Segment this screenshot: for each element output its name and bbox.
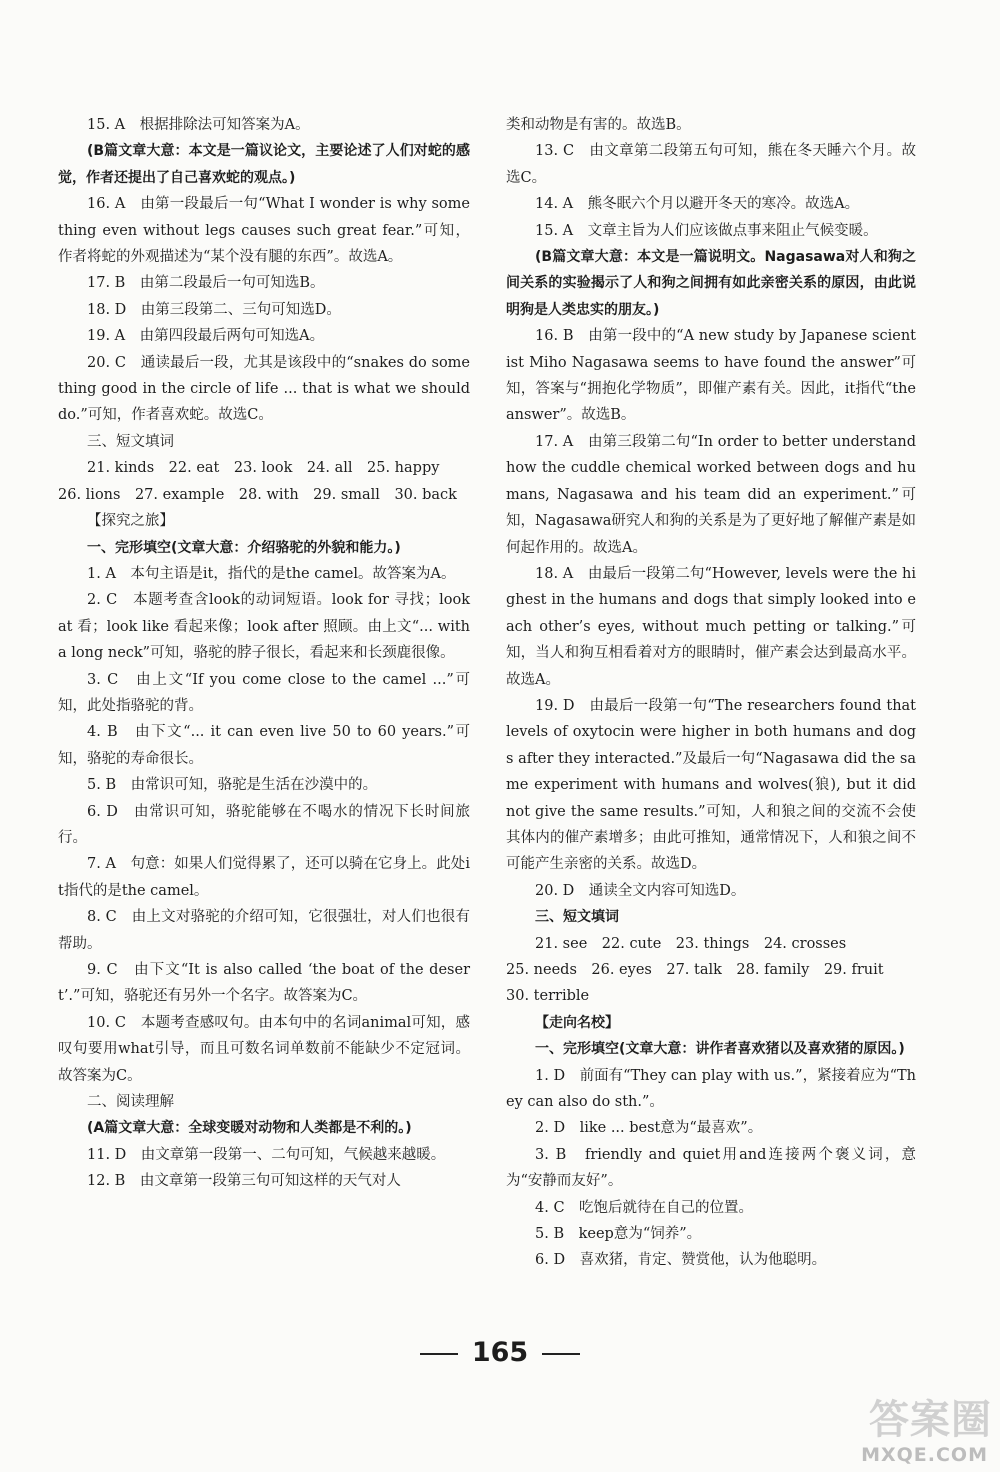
answer-20-right: 20. D 通读全文内容可知选D。: [535, 882, 746, 899]
passage-a-summary: (A篇文章大意：全球变暖对动物和人类都是不利的。): [87, 1120, 412, 1137]
left-column: [58, 112, 475, 1195]
answer-19-right: 19. D 由最后一段第一句“The researchers found that levels of oxytocin were higher in both humans and dogs after they interacted.”及最后一句“Nagasawa did the same experiment with humans and wolves(狼), but it did not give the same results.”可知，人和狼之间的交流不会使其体内的催产素增多；由此可推知，通常情况下，人和狼之间不可能产生亲密的关系。故选D。: [506, 697, 921, 873]
fill-words-row-1: 21. kinds 22. eat 23. look 24. all 25. happy: [87, 460, 440, 477]
cloze-heading-right: 一、完形填空(文章大意：讲作者喜欢猪以及喜欢猪的原因。): [535, 1041, 905, 1058]
answer-19: 19. A 由第四段最后两句可知选A。: [87, 328, 325, 345]
fill-words-right-row-3: 30. terrible: [506, 988, 590, 1005]
section-heading-fill-words: 三、短文填词: [87, 433, 174, 450]
cloze-answer-6: 6. D 由常识可知，骆驼能够在不喝水的情况下长时间旅行。: [58, 803, 470, 846]
cloze-answer-8: 8. C 由上文对骆驼的介绍可知，它很强壮，对人们也很有帮助。: [58, 909, 470, 952]
section-heading-reading: 二、阅读理解: [87, 1094, 174, 1111]
watermark-site: MXQE.COM: [861, 1444, 988, 1466]
right-column: [506, 112, 921, 1274]
fill-words-right-row-2: 25. needs 26. eyes 27. talk 28. family 29. fruit: [506, 962, 884, 978]
cloze-answer-4: 4. B 由下文“... it can even live 50 to 60 years.”可知，骆驼的寿命很长。: [58, 724, 470, 767]
cloze-answer-9: 9. C 由下文“It is also called ‘the boat of the desert’.”可知，骆驼还有另外一个名字。故答案为C。: [58, 962, 470, 1005]
answer-12: 12. B 由文章第一段第三句可知这样的天气对人: [87, 1173, 401, 1190]
cloze-answer-10: 10. C 本题考查感叹句。由本句中的名词animal可知，感叹句要用what引导，而且可数名词单数前不能缺少不定冠词。故答案为C。: [58, 1014, 470, 1084]
section-famous-school: 【走向名校】: [535, 1014, 619, 1031]
answer-17-right: 17. A 由第三段第二句“In order to better understand how the cuddle chemical worked between dogs and humans, Nagasawa and his team did an experiment.”可知，Nagasawa研究人和狗的关系是为了更好地了解催产素是如何起作用的。故选A。: [506, 433, 921, 556]
cloze-heading: 一、完形填空(文章大意：介绍骆驼的外貌和能力。): [87, 539, 401, 556]
passage-b-summary: (B篇文章大意：本文是一篇议论文，主要论述了人们对蛇的感觉，作者还提出了自己喜欢蛇的观点。): [58, 143, 470, 186]
cloze-answer-7: 7. A 句意：如果人们觉得累了，还可以骑在它身上。此处it指代的是the camel。: [58, 856, 470, 899]
cloze-right-answer-3: 3. B friendly and quiet用and连接两个褒义词，意为“安静而友好”。: [506, 1146, 916, 1190]
section-explore: 【探究之旅】: [87, 513, 174, 530]
cloze-right-answer-4: 4. C 吃饱后就待在自己的位置。: [535, 1199, 754, 1216]
answer-12-continued: 类和动物是有害的。故选B。: [506, 117, 691, 133]
answer-13: 13. C 由文章第二段第五句可知，熊在冬天睡六个月。故选C。: [506, 143, 916, 186]
answer-11: 11. D 由文章第一段第一、二句可知，气候越来越暖。: [87, 1146, 446, 1163]
answer-18: 18. D 由第三段第二、三句可知选D。: [87, 301, 341, 318]
answer-14: 14. A 熊冬眠六个月以避开冬天的寒冷。故选A。: [535, 196, 860, 213]
cloze-right-answer-5: 5. B keep意为“饲养”。: [535, 1226, 702, 1243]
answer-15a: 15. A 根据排除法可知答案为A。: [87, 117, 310, 133]
fill-words-right-row-1: 21. see 22. cute 23. things 24. crosses: [535, 935, 847, 952]
watermark: [832, 1388, 992, 1466]
passage-b-summary-right: (B篇文章大意：本文是一篇说明文。Nagasawa对人和狗之间关系的实验揭示了人和狗之间拥有如此亲密关系的原因，由此说明狗是人类忠实的朋友。): [506, 249, 916, 318]
answer-15: 15. A 文章主旨为人们应该做点事来阻止气候变暖。: [535, 222, 878, 239]
answer-20: 20. C 通读最后一段，尤其是该段中的“snakes do something good in the circle of life ... that is what we should do.”可知，作者喜欢蛇。故选C。: [58, 354, 475, 424]
page-number-dash-right: [542, 1353, 580, 1355]
cloze-answer-5: 5. B 由常识可知，骆驼是生活在沙漠中的。: [87, 777, 378, 794]
cloze-right-answer-1: 1. D 前面有“They can play with us.”，紧接着应为“They can also do sth.”。: [506, 1067, 916, 1111]
fill-words-row-2: 26. lions 27. example 28. with 29. small 30. back: [58, 486, 457, 503]
answer-16: 16. A 由第一段最后一句“What I wonder is why something even without legs causes such great fear.”可知，作者将蛇的外观描述为“某个没有腿的东西”。故选A。: [58, 196, 470, 266]
cloze-answer-3: 3. C 由上文“If you come close to the camel ...”可知，此处指骆驼的背。: [58, 671, 470, 714]
answer-16-right: 16. B 由第一段中的“A new study by Japanese scientist Miho Nagasawa seems to have found the answer”可知，答案与“拥抱化学物质”，即催产素有关。因此，it指代“the answer”。故选B。: [506, 328, 921, 424]
cloze-answer-2: 2. C 本题考查含look的动词短语。look for 寻找；look at 看；look like 看起来像；look after 照顾。由上文“... with a long neck”可知，骆驼的脖子很长，看起来和长颈鹿很像。: [58, 592, 475, 662]
answer-17: 17. B 由第二段最后一句可知选B。: [87, 275, 325, 292]
page-number: [0, 1337, 1000, 1368]
cloze-right-answer-2: 2. D like ... best意为“最喜欢”。: [535, 1120, 763, 1137]
cloze-answer-1: 1. A 本句主语是it，指代的是the camel。故答案为A。: [87, 565, 456, 582]
section-heading-fill-words-right: 三、短文填词: [535, 909, 619, 926]
answer-18-right: 18. A 由最后一段第二句“However, levels were the highest in the humans and dogs that simply looked into each other’s eyes, without much petting or talking.”可知，当人和狗互相看着对方的眼睛时，催产素会达到最高水平。故选A。: [506, 565, 916, 688]
page-number-text: 165: [471, 1337, 529, 1368]
watermark-logo: 答案圈: [869, 1397, 992, 1443]
cloze-right-answer-6: 6. D 喜欢猪，肯定、赞赏他，认为他聪明。: [535, 1252, 827, 1269]
page-number-dash-left: [420, 1353, 458, 1355]
